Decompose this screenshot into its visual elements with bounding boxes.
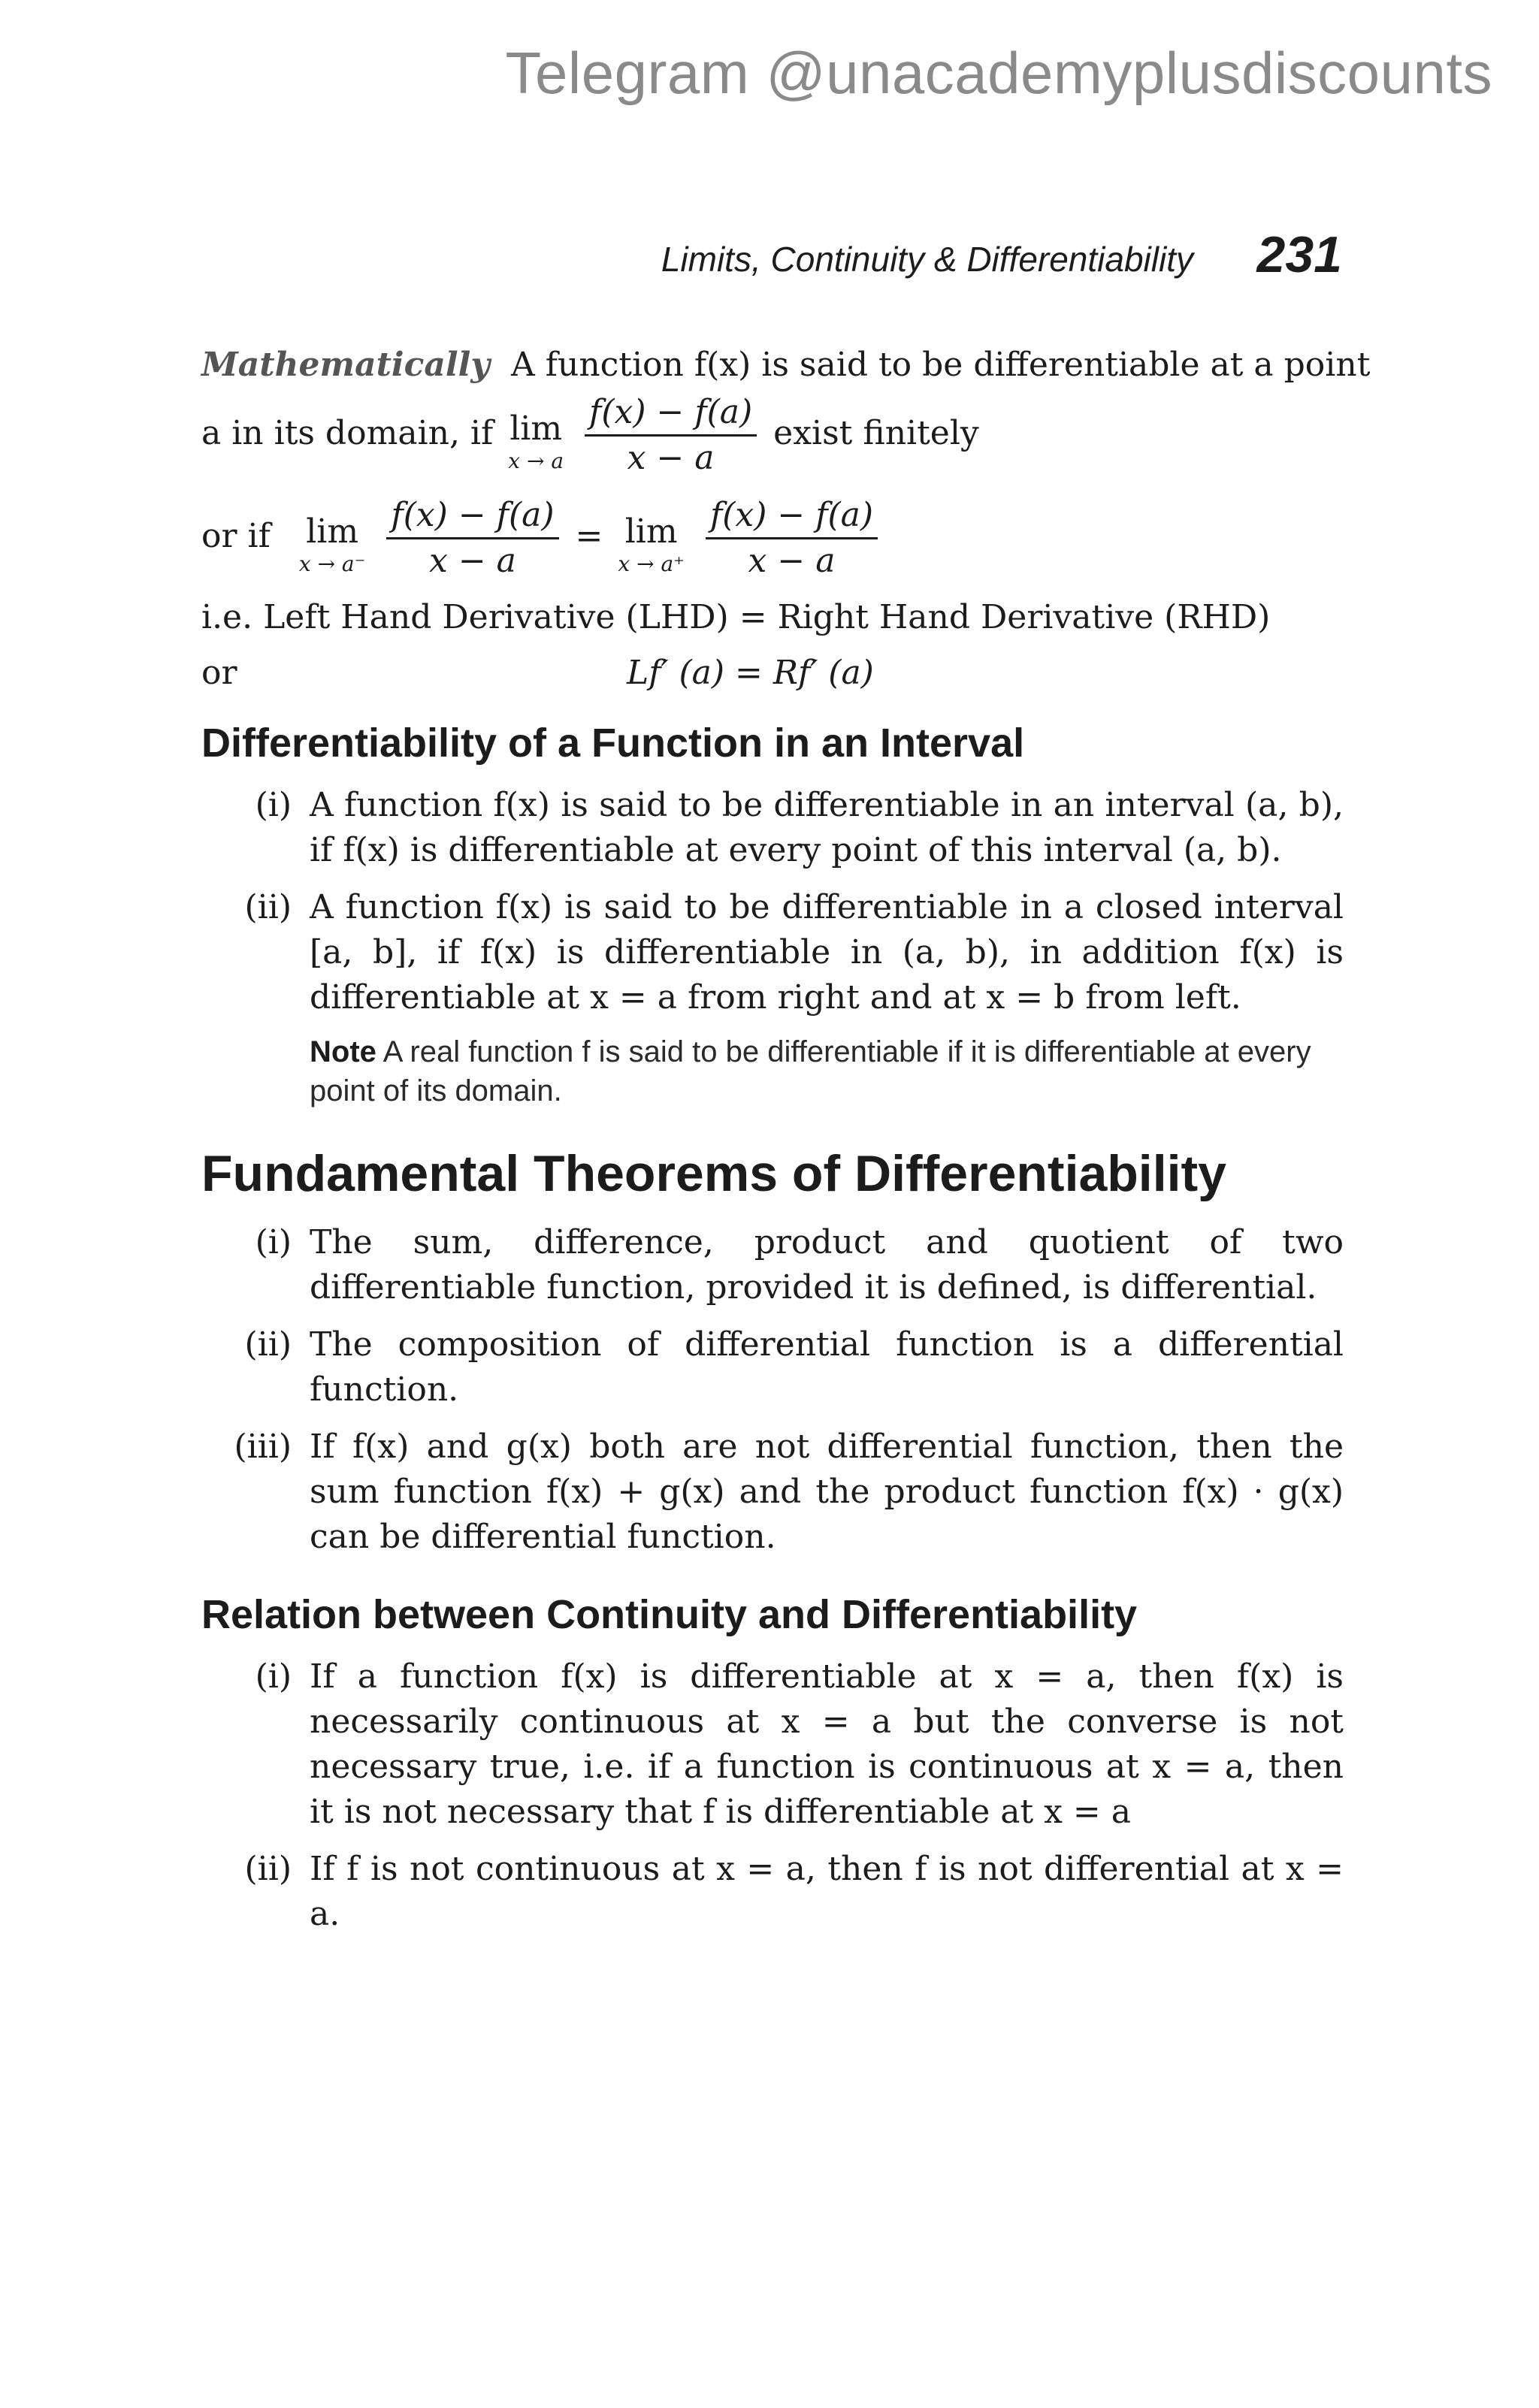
theorems-list (201, 1220, 1344, 1560)
lim-word: lim (306, 512, 359, 551)
note-text: A real function f is said to be differentiable if it is differentiable at every point of its domain. (310, 1035, 1311, 1107)
running-title: Limits, Continuity & Differentiability (661, 240, 1193, 279)
or-line (201, 651, 1344, 696)
list-item-text: The composition of differential function is a differential function. (310, 1325, 1344, 1409)
note-block (310, 1032, 1344, 1110)
section-heading-theorems: Fundamental Theorems of Differentiability (201, 1145, 1226, 1202)
fraction-denominator: x − a (386, 537, 558, 583)
list-item (201, 1654, 1344, 1835)
list-marker: (iii) (234, 1428, 292, 1466)
list-item-text: If f is not continuous at x = a, then f is not differential at x = a. (310, 1850, 1344, 1933)
definition-lead-term: Mathematically (201, 346, 490, 384)
definition-line-2-pre: a in its domain, if (201, 414, 494, 452)
fraction-numerator: f(x) − f(a) (391, 496, 555, 534)
definition-line-1-text: A function f(x) is said to be differentiable at a point (510, 346, 1371, 384)
list-item-text: If f(x) and g(x) both are not differential function, then the sum function f(x) + g(x) and the product function f(x) · g(x) can be differential function. (310, 1428, 1344, 1556)
list-item-text: A function f(x) is said to be differentiable in a closed interval [a, b], if f(x) is differentiable in (a, b), in addition f(x) is differentiable at x = a from right and at x = b from left. (310, 888, 1344, 1017)
limit-operator (508, 409, 564, 474)
lim-word: lim (624, 512, 678, 551)
list-marker: (ii) (244, 1850, 292, 1888)
watermark-text: Telegram @unacademyplusdiscounts (505, 40, 1492, 106)
lf-equals-rf: Lf′ (a) = Rf′ (a) (627, 654, 874, 692)
lhd-rhd-line: i.e. Left Hand Derivative (LHD) = Right Hand Derivative (RHD) (201, 598, 1271, 636)
or-text: or (201, 654, 237, 692)
definition-line-2-post: exist finitely (773, 414, 979, 452)
list-item (201, 1322, 1344, 1412)
fraction-denominator: x − a (706, 537, 878, 583)
right-difference-quotient (706, 494, 878, 583)
list-item (201, 885, 1344, 1020)
list-marker: (ii) (244, 1325, 292, 1364)
section-heading-interval: Differentiability of a Function in an Interval (201, 721, 1025, 766)
list-item (201, 783, 1344, 873)
one-sided-limits-line (201, 494, 1344, 583)
list-marker: (ii) (244, 888, 292, 926)
lim-word: lim (509, 409, 563, 448)
page-content (201, 343, 1371, 1949)
list-item (201, 1847, 1344, 1937)
fraction-numerator: f(x) − f(a) (589, 393, 753, 431)
page-number: 231 (1256, 226, 1342, 283)
left-difference-quotient (386, 494, 558, 583)
list-item (201, 1425, 1344, 1560)
definition-line-2 (201, 391, 1344, 480)
list-item (201, 1220, 1344, 1310)
lim-subscript-left: x → a⁻ (298, 551, 366, 576)
relation-list (201, 1654, 1344, 1937)
list-marker: (i) (255, 1657, 292, 1696)
definition-line-1 (201, 343, 1371, 388)
list-item-text: A function f(x) is said to be differentiable in an interval (a, b), if f(x) is differentiable at every point of this interval (a, b). (310, 786, 1344, 869)
list-item-text: If a function f(x) is differentiable at x = a, then f(x) is necessarily continuous at x = a but the converse is not necessary true, i.e. if a function is continuous at x = a, then it is not necessary that f is differentiable at x = a (310, 1657, 1344, 1831)
lim-subscript: x → a (508, 448, 564, 473)
difference-quotient (585, 391, 757, 480)
lim-subscript-right: x → a⁺ (618, 551, 685, 576)
fraction-denominator: x − a (585, 434, 757, 480)
left-limit-operator (299, 512, 366, 577)
equals-sign: = (575, 517, 603, 555)
or-if-text: or if (201, 517, 271, 555)
list-item-text: The sum, difference, product and quotient of two differentiable function, provided it is defined, is differential. (310, 1223, 1344, 1307)
note-label: Note (310, 1035, 376, 1068)
fraction-numerator: f(x) − f(a) (709, 496, 874, 534)
right-limit-operator (618, 512, 685, 577)
list-marker: (i) (255, 1223, 292, 1261)
list-marker: (i) (255, 786, 292, 824)
interval-list (201, 783, 1344, 1020)
section-heading-relation: Relation between Continuity and Differentiability (201, 1592, 1138, 1637)
